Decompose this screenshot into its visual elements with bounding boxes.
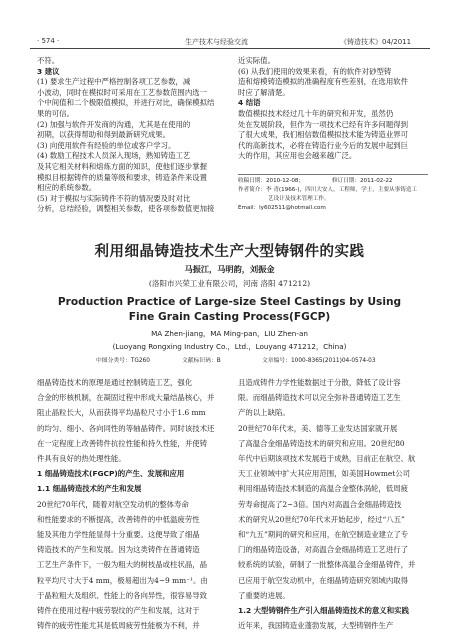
body-right-text-line: 1.2 大型铸钢件生产引入细晶铸造技术的意义和实践	[238, 606, 409, 616]
authors-cn: 马振江，马明韵，刘振金	[184, 264, 275, 274]
prev-left-text-line: 小波动，同时在模拟时可采用在工艺参数范围内选一	[37, 87, 207, 97]
prev-left-text-line: 分析，总结经验，调整相关参数，使各项参数值更加接	[37, 204, 215, 214]
prev-right-text-line: 了很大成果，我们相信数值模拟技术能为铸造业界可	[238, 130, 408, 140]
body-left-text-line: 1 细晶铸造技术(FGCP)的产生、发展和应用	[37, 469, 185, 479]
body-left-text-line: 细晶铸造技术的原理是通过控制铸造工艺，强化	[37, 378, 193, 387]
article-title-en-line-1: Production Practice of Large-size Steel Castings by Using	[57, 296, 402, 308]
affiliation-en: (Luoyang Rongxing Industry Co.，Ltd.，Louyang 471212，China)	[112, 342, 347, 351]
prev-left-text-line: 不符。	[37, 56, 60, 65]
body-left-text-line: 的均匀、细小、各向同性的等轴晶铸件。同时该技术还	[37, 423, 215, 433]
prev-left-text-line: 初期，以获得帮助和得到最新研究成果。	[37, 130, 171, 140]
received-date: 收稿日期：2010-12-08；	[238, 178, 305, 184]
running-header-journal: 《铸造技术》04/2011	[340, 38, 412, 46]
prev-right-text-line: 处在发展阶段，但作为一项技术已经有许多问题得到	[238, 119, 408, 129]
prev-right-text-line: 4 结语	[238, 98, 261, 108]
body-left-column	[37, 375, 231, 633]
body-right-text-line: 较系统的试验，研制了一批整体高温合金细晶铸件，并	[238, 560, 416, 570]
prev-left-text-line: 果的可信。	[37, 108, 74, 118]
body-right-text-line: 年代中后期该项技术发展趋于成熟，目前正在航空、航	[238, 454, 416, 464]
body-right-text-line: 劳寿命提高了2~3倍。国内对高温合金细晶铸造技	[238, 499, 402, 509]
article-title-en-line-2: Fine Grain Casting Process(FGCP)	[128, 311, 331, 323]
footnote-rule	[238, 174, 428, 175]
classification-number: 中图分类号：TG260	[96, 358, 150, 364]
body-left-text-line: 在一定程度上改善铸件抗拉性能和持久性能，并使铸	[37, 438, 207, 448]
body-right-text-line: 和“九五”期间的研究和应用，在航空制造业建立了专	[238, 530, 409, 540]
body-left-text-line: 和性能要求的不断提高，改善铸件的中低温疲劳性	[37, 514, 200, 524]
prev-left-text-line: (4) 数励工程技术人员深入现场，熟知铸造工艺	[37, 151, 191, 161]
prev-left-text-line: (3) 向使用软件有经验的单位或客户学习。	[37, 140, 176, 150]
body-right-text-line: 术的研究从20世纪70年代末开始起步，经过“八五”	[238, 514, 405, 524]
body-left-text-line: 粒平均尺寸大于4 mm，极易超出为4~9 mm⁻¹。由	[37, 575, 208, 585]
body-right-text-line: 已应用于航空发动机中，在细晶铸造研究领域内取得	[238, 575, 408, 585]
header-rule	[30, 48, 430, 49]
body-right-text-line: 产的以上缺陷。	[238, 408, 290, 418]
document-code: 文献标识码：B	[182, 358, 221, 364]
author-email: Email：ly602511@hotmail.com	[238, 205, 326, 211]
running-header-section: 生产技术与经验交流	[185, 38, 248, 46]
prev-left-text-line: (1) 要求生产过程中严格控制各项工艺参数，减	[37, 77, 191, 87]
body-right-text-line: 了高温合金细晶铸造技术的研究和应用。20世纪80	[238, 438, 405, 448]
authors-en: MA Zhen-jiang，MA Ming-pan，LIU Zhen-an	[151, 329, 308, 338]
prev-right-text-line: 大的作用，其应用也会越来越广泛。	[238, 151, 357, 161]
prev-left-text-line: (2) 加强与软件开发商的沟通，尤其是在使用的	[37, 119, 191, 129]
prev-right-text-line: 代的高新技术，必将在铸造行业今后的发展中起到巨	[238, 140, 408, 150]
prev-right-text-line: 造和熔模铸造模拟的准确程度有些差别，在选用软件	[238, 77, 408, 87]
body-left-text-line: 工艺生产条件下，一般为粗大的树枝晶或柱状晶，晶	[37, 560, 207, 570]
body-right-text-line: 限。而细晶铸造技术可以完全弥补普通铸造工艺生	[238, 393, 401, 403]
page-number: · 574 ·	[37, 37, 60, 45]
author-bio-line-2: 艺设计及技术管理工作。	[268, 196, 330, 202]
prev-left-text-line: 及其它相关材料和熔炼方面的知识，使他们逐步掌握	[37, 161, 207, 171]
prev-right-text-line: (6) 从我们使用的效果来看，有的软件对砂型铸	[238, 66, 392, 76]
body-left-text-line: 铸造技术的产生和发展。因为这类铸件在普通铸造	[37, 545, 200, 555]
author-bio-line-1: 作者简介：李 青(1966-)，四川大安人，工程师，学士，主要从事铸造工	[238, 187, 418, 193]
revised-date: 修订日期：2011-02-22	[332, 178, 393, 184]
prev-right-text-line: 近实际值。	[238, 56, 275, 65]
prev-right-text-line: 时应了解清楚。	[238, 87, 290, 97]
body-right-text-line: 20世纪70年代末，美、德等工业发达国家就开展	[238, 423, 398, 433]
body-right-text-line: 近年来，我国铸造业蓬勃发展，大型铸钢件生产	[238, 621, 394, 631]
body-right-text-line: 门的细晶铸造设备，对高温合金细晶铸造工艺进行了	[238, 545, 408, 555]
body-left-text-line: 合金的形核机制，在凝固过程中形成大量结晶核心，并	[37, 393, 215, 403]
prev-left-text-line: (5) 对于模拟与实际铸件不符的情况要及时对比	[37, 193, 191, 203]
prev-left-text-line: 个中间值和二个极限值模拟，并进行对比，确保模拟结	[37, 98, 215, 108]
prev-article-left-column	[37, 56, 231, 215]
prev-left-text-line: 相应的系统参数。	[37, 183, 97, 193]
body-left-text-line: 1.1 细晶铸造技术的产生和发展	[37, 484, 142, 494]
body-right-text-line: 天工业领域中扩大其应用范围，如美国Howmet公司	[238, 469, 410, 479]
prev-left-text-line: 模拟目根据铸件的质量等级和要求，铸造条件来设置	[37, 172, 207, 182]
prev-article-right-column	[238, 56, 432, 162]
body-left-text-line: 铸件在使用过程中疲劳裂纹的产生和发展，这对于	[37, 606, 200, 616]
body-right-text-line: 利用细晶铸造技术制造的高温合金整体涡轮，低周疲	[238, 484, 408, 494]
body-right-text-line: 且造成铸件力学性能数据过于分散，降低了设计容	[238, 378, 401, 387]
body-right-column	[238, 375, 432, 633]
body-left-text-line: 件具有良好的热处理性能。	[37, 454, 126, 464]
prev-left-text-line: 3 建议	[37, 66, 60, 76]
body-left-text-line: 20世纪70年代，随着对航空发动机的整体寿命	[37, 499, 189, 509]
prev-right-text-line: 数值模拟技术经过几十年的研究和开发，虽然仍	[238, 108, 394, 118]
body-left-text-line: 铸件的疲劳性能尤其是低周疲劳性能极为不利，并	[37, 621, 200, 631]
body-left-text-line: 能及其他力学性能显得十分重要。这便导致了细晶	[37, 530, 200, 540]
article-title-cn: 利用细晶铸造技术生产大型铸钢件的实践	[94, 244, 365, 260]
article-number: 文章编号：1000-8365(2011)04-0574-03	[262, 358, 376, 364]
body-left-text-line: 阻止晶粒长大，从而获得平均晶粒尺寸小于1.6 mm	[37, 408, 206, 418]
body-left-text-line: 于晶粒粗大及组织、性能上的各向异性，很容易导致	[37, 590, 207, 600]
body-right-text-line: 了重要的进展。	[238, 590, 290, 600]
affiliation-cn: (洛阳市兴荣工业有限公司，河南 洛阳 471212)	[148, 279, 311, 288]
